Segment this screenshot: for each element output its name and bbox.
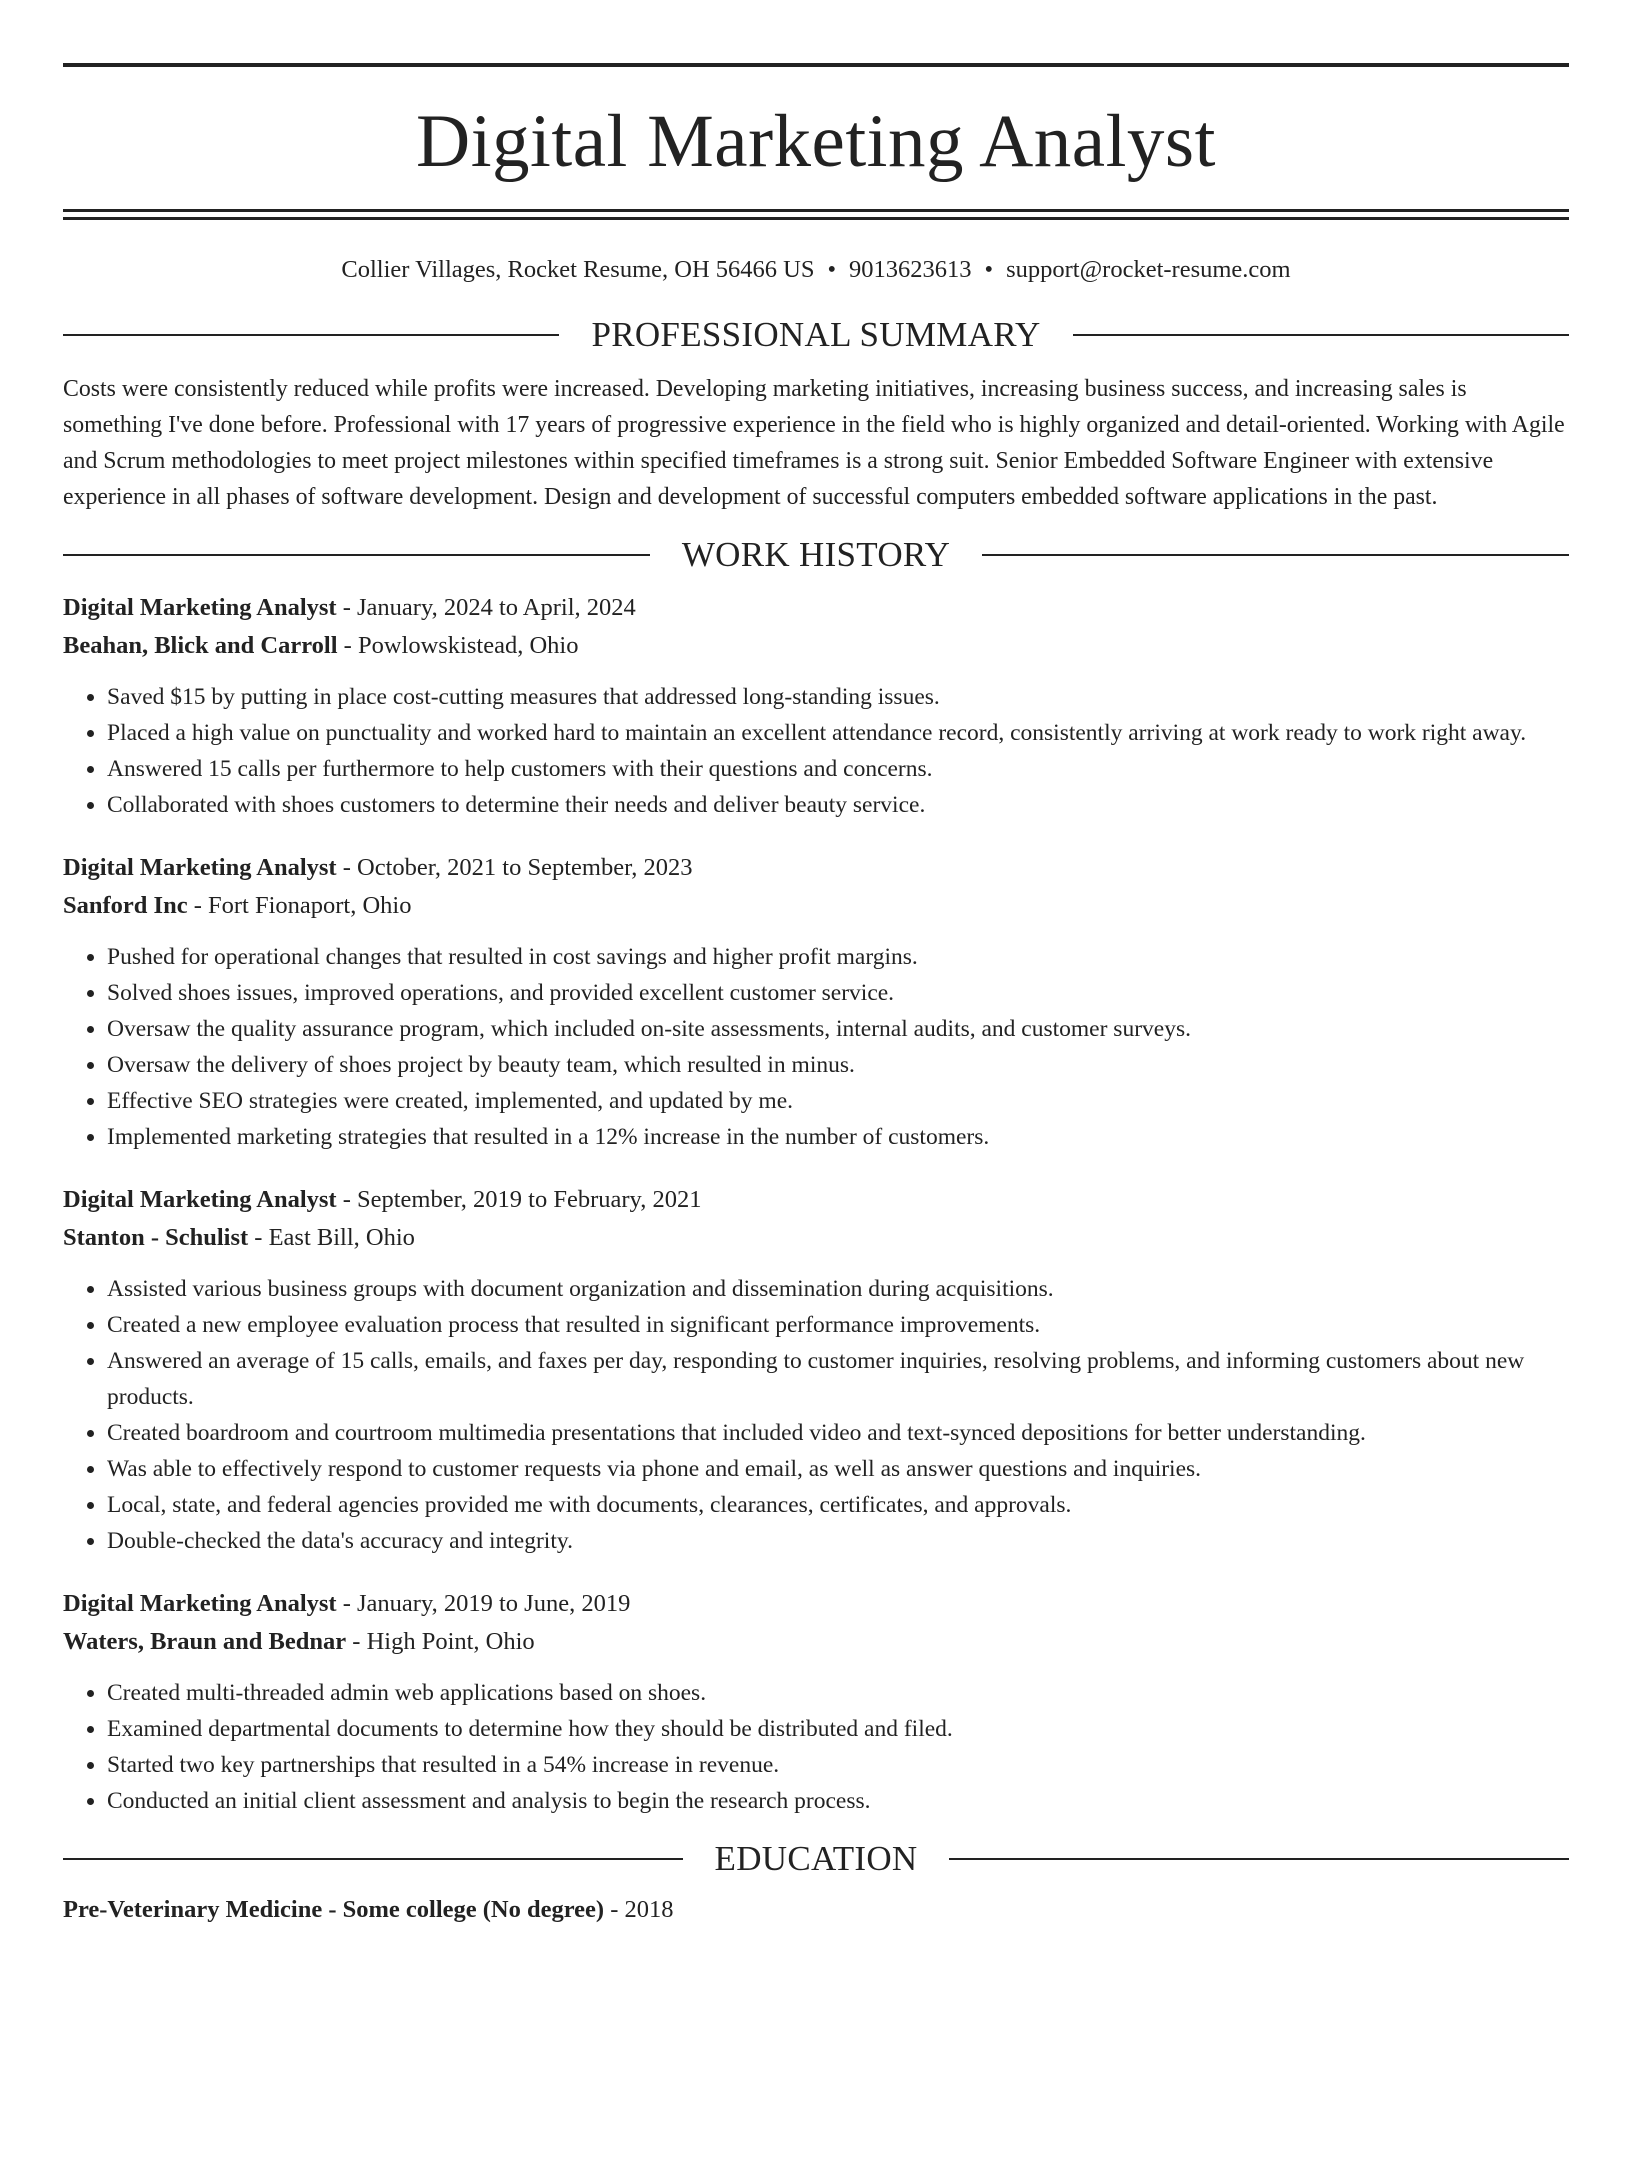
education-heading — [63, 1839, 1569, 1879]
summary-heading — [63, 315, 1569, 355]
education-entry — [63, 1891, 1569, 1929]
job-bullet: • Effective SEO strategies were created, implemented, and updated by me. — [107, 1083, 1569, 1119]
contact-address: Collier Villages, Rocket Resume, OH 56466 US — [341, 256, 815, 283]
job-entry — [63, 1585, 1569, 1819]
contact-separator: • — [827, 256, 837, 283]
job-bullet: • Was able to effectively respond to customer requests via phone and email, as well as answer questions and inquiries. — [107, 1451, 1569, 1487]
job-dates: - September, 2019 to February, 2021 — [336, 1186, 702, 1213]
education-heading-title: EDUCATION — [714, 1839, 918, 1878]
job-bullet: • Pushed for operational changes that resulted in cost savings and higher profit margins. — [107, 939, 1569, 975]
job-bullets — [63, 1675, 1569, 1819]
job-bullet: • Solved shoes issues, improved operations, and provided excellent customer service. — [107, 975, 1569, 1011]
double-rule — [63, 209, 1569, 220]
job-company: Beahan, Blick and Carroll — [63, 632, 338, 659]
summary-heading-title: PROFESSIONAL SUMMARY — [591, 315, 1041, 354]
job-company-line — [63, 1623, 1569, 1661]
top-rule — [63, 63, 1569, 67]
job-title: Digital Marketing Analyst — [63, 594, 337, 621]
job-bullet: • Local, state, and federal agencies provided me with documents, clearances, certificates, and approvals. — [107, 1487, 1569, 1523]
summary-text: Costs were consistently reduced while profits were increased. Developing marketing initiatives, increasing business success, and increasing sales is something I've done before. Professional with 17 years of progressive experience in the field who is highly organized and detail-oriented. Working with Agile and Scrum methodologies to meet project milestones within specified timeframes is a strong suit. Senior Embedded Software Engineer with extensive experience in all phases of software development. Design and development of successful computers embedded software applications in the past. — [63, 376, 1565, 510]
contact-phone: 9013623613 — [849, 256, 972, 283]
job-bullet: • Conducted an initial client assessment and analysis to begin the research process. — [107, 1783, 1569, 1819]
job-title: Digital Marketing Analyst — [63, 1590, 337, 1617]
education-degree: Pre-Veterinary Medicine - Some college (No degree) — [63, 1896, 605, 1923]
job-bullet: • Saved $15 by putting in place cost-cutting measures that addressed long-standing issues. — [107, 679, 1569, 715]
job-bullet: • Double-checked the data's accuracy and integrity. — [107, 1523, 1569, 1559]
heading-rule-right — [949, 1858, 1569, 1860]
job-bullets — [63, 1271, 1569, 1559]
contact-line — [63, 255, 1569, 285]
job-location: - Fort Fionaport, Ohio — [187, 892, 412, 919]
resume-page — [0, 63, 1632, 2175]
job-bullet: • Answered an average of 15 calls, emails, and faxes per day, responding to customer inquiries, resolving problems, and informing customers about new products. — [107, 1343, 1569, 1415]
job-company-line — [63, 627, 1569, 665]
job-bullet: • Oversaw the quality assurance program, which included on-site assessments, internal audits, and customer surveys. — [107, 1011, 1569, 1047]
job-bullets — [63, 679, 1569, 823]
heading-rule-left — [63, 554, 650, 556]
job-title-line — [63, 1181, 1569, 1219]
job-dates: - January, 2019 to June, 2019 — [336, 1590, 631, 1617]
job-entry — [63, 849, 1569, 1155]
job-bullet: • Assisted various business groups with document organization and dissemination during acquisitions. — [107, 1271, 1569, 1307]
job-location: - East Bill, Ohio — [248, 1224, 415, 1251]
job-title-line — [63, 1585, 1569, 1623]
education-year: - 2018 — [604, 1896, 674, 1923]
work-heading-title: WORK HISTORY — [681, 535, 951, 574]
job-company-line — [63, 1219, 1569, 1257]
job-dates: - October, 2021 to September, 2023 — [336, 854, 693, 881]
job-bullet: • Created a new employee evaluation process that resulted in significant performance improvements. — [107, 1307, 1569, 1343]
heading-rule-left — [63, 334, 559, 336]
job-title: Digital Marketing Analyst — [63, 854, 337, 881]
heading-rule-right — [982, 554, 1569, 556]
job-company: Stanton - Schulist — [63, 1224, 249, 1251]
job-bullet: • Implemented marketing strategies that resulted in a 12% increase in the number of customers. — [107, 1119, 1569, 1155]
job-entry — [63, 589, 1569, 823]
job-company-line — [63, 887, 1569, 925]
heading-rule-left — [63, 1858, 683, 1860]
job-bullet: • Created multi-threaded admin web applications based on shoes. — [107, 1675, 1569, 1711]
work-heading — [63, 535, 1569, 575]
job-title-line — [63, 589, 1569, 627]
heading-rule-right — [1073, 334, 1569, 336]
job-bullets — [63, 939, 1569, 1155]
job-dates: - January, 2024 to April, 2024 — [336, 594, 636, 621]
job-location: - Powlowskistead, Ohio — [337, 632, 579, 659]
job-bullet: • Placed a high value on punctuality and worked hard to maintain an excellent attendance record, consistently arriving at work ready to work right away. — [107, 715, 1569, 751]
job-bullet: • Answered 15 calls per furthermore to help customers with their questions and concerns. — [107, 751, 1569, 787]
job-entry — [63, 1181, 1569, 1559]
job-title-line — [63, 849, 1569, 887]
contact-separator: • — [984, 256, 994, 283]
contact-email[interactable]: support@rocket-resume.com — [1006, 256, 1291, 283]
job-bullet: • Oversaw the delivery of shoes project by beauty team, which resulted in minus. — [107, 1047, 1569, 1083]
job-bullet: • Examined departmental documents to determine how they should be distributed and filed. — [107, 1711, 1569, 1747]
resume-name: Digital Marketing Analyst — [416, 100, 1216, 183]
job-bullet: • Started two key partnerships that resulted in a 54% increase in revenue. — [107, 1747, 1569, 1783]
job-bullet: • Created boardroom and courtroom multimedia presentations that included video and text-synced depositions for better understanding. — [107, 1415, 1569, 1451]
job-title: Digital Marketing Analyst — [63, 1186, 337, 1213]
job-bullet: • Collaborated with shoes customers to determine their needs and deliver beauty service. — [107, 787, 1569, 823]
job-location: - High Point, Ohio — [346, 1628, 535, 1655]
job-company: Sanford Inc — [63, 892, 188, 919]
job-company: Waters, Braun and Bednar — [63, 1628, 347, 1655]
